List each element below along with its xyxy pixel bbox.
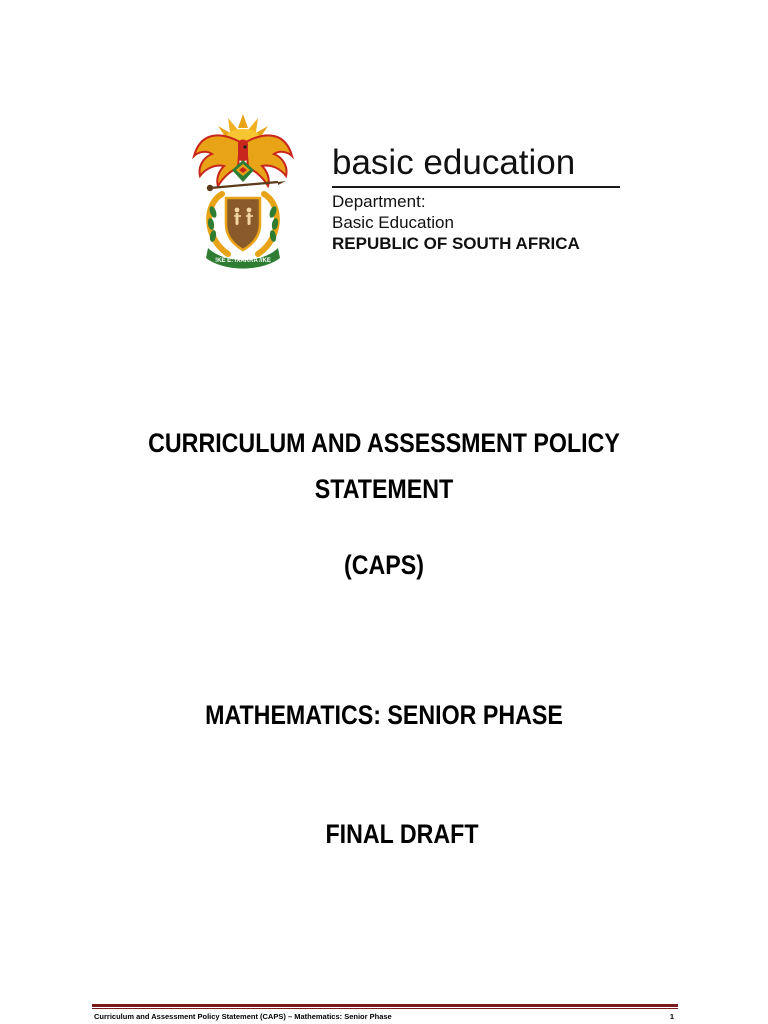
shield (226, 198, 260, 250)
footer-divider-thin (92, 1008, 678, 1009)
coat-of-arms-icon (188, 112, 298, 272)
left-wing (194, 135, 240, 186)
right-wing (246, 135, 292, 186)
logo-department-label: Department: (332, 192, 426, 211)
logo-department-name: Basic Education (332, 213, 454, 232)
document-title-line-2: STATEMENT (314, 474, 454, 504)
svg-text:!KE E: /XARRA //KE: !KE E: /XARRA //KE (215, 258, 271, 264)
footer-divider (92, 1004, 678, 1007)
logo-divider (332, 186, 620, 188)
document-acronym: (CAPS) (344, 550, 424, 580)
secretary-bird-head (238, 140, 248, 162)
logo-wordmark: basic education (332, 143, 576, 182)
logo-country-name: REPUBLIC OF SOUTH AFRICA (332, 234, 580, 253)
page-number: 1 (669, 1012, 674, 1021)
document-status: FINAL DRAFT (325, 819, 479, 849)
footer-text: Curriculum and Assessment Policy Statement (CAPS) – Mathematics: Senior Phase (94, 1012, 392, 1021)
document-title-line-1: CURRICULUM AND ASSESSMENT POLICY (148, 428, 620, 458)
department-logo (178, 106, 628, 278)
document-subject: MATHEMATICS: SENIOR PHASE (205, 700, 563, 730)
